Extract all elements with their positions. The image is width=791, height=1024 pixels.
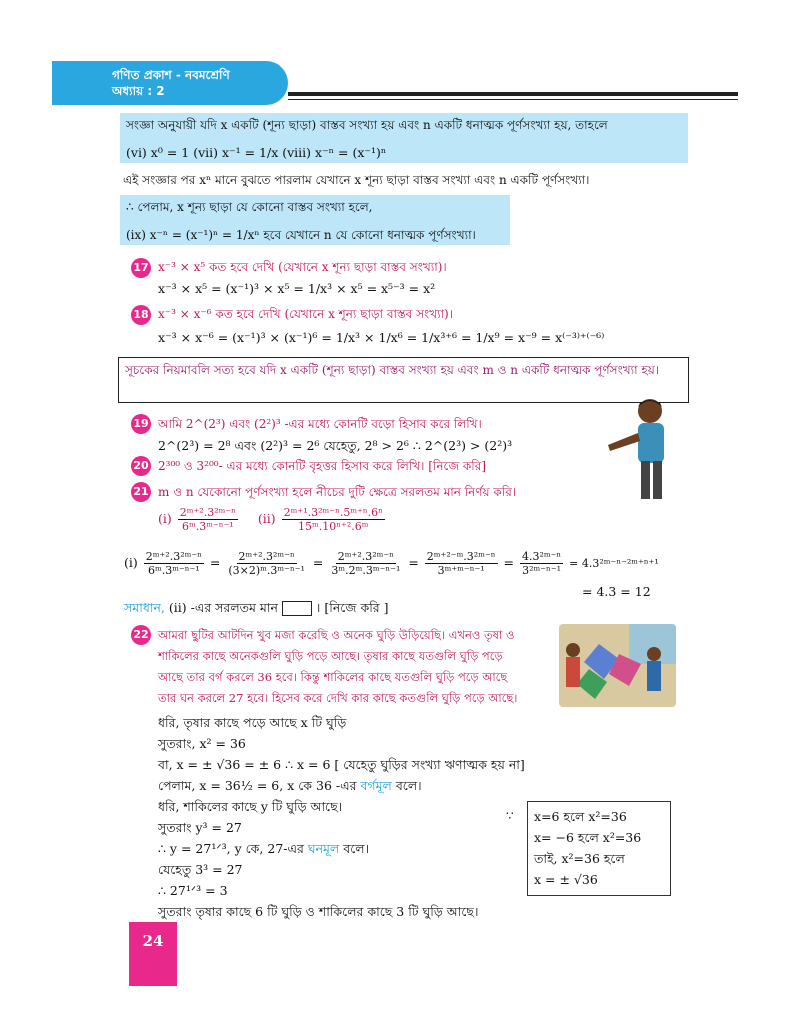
work-line-square-root: পেলাম, x = 36½ = 6, x কে 36 -এর বর্গমূল বলে। bbox=[158, 778, 422, 793]
page-number: 24 bbox=[129, 922, 177, 986]
solution-step-3: $\frac{\text{2ᵐ⁺².3²ᵐ⁻ⁿ}}{\text{3ᵐ.2ᵐ.3ᵐ⁻ⁿ⁻¹}}$ bbox=[331, 550, 401, 577]
work-line-cube-root: ∴ y = 27¹ᐟ³, y কে, 27-এর ঘনমূল বলে। bbox=[158, 841, 370, 856]
solution-label: (i) bbox=[124, 555, 138, 570]
explanation-paragraph: এই সংজ্ঞার পর xⁿ মানে বুঝতে পারলাম যেখানে x শূন্য ছাড়া বাস্তব সংখ্যা এবং n একটি পূর্ণসংখ্যা। bbox=[123, 173, 590, 187]
kites-illustration bbox=[559, 624, 676, 707]
chapter-label: অধ্যায় : 2 bbox=[112, 84, 165, 98]
boy-illustration bbox=[598, 393, 678, 503]
term-square-root: বর্গমূল bbox=[360, 778, 392, 793]
solution-ii-end: । [নিজে করি ] bbox=[315, 600, 389, 615]
term-cube-root: ঘনমূল bbox=[307, 841, 340, 856]
work-line: ধরি, শাকিলের কাছে y টি ঘুড়ি আছে। bbox=[158, 799, 343, 814]
solution-ii-text: (ii) -এর সরলতম মান bbox=[168, 600, 278, 615]
q22-working bbox=[158, 712, 578, 922]
q19-answer: 2^(2³) = 2⁸ এবং (2²)³ = 2⁶ যেহেতু, 2⁸ > 2⁶ ∴ 2^(2³) > (2²)³ bbox=[158, 438, 513, 453]
q18-question: x⁻³ × x⁻⁶ কত হবে দেখি (যেখানে x শূন্য ছাড়া বাস্তব সংখ্যা)। bbox=[158, 307, 454, 321]
q21-part-ii-fraction: $\frac{\text{2ᵐ⁺¹.3²ᵐ⁻ⁿ.5ᵐ⁺ⁿ.6ⁿ}}{\text{15ᵐ.10ⁿ⁺².6ᵐ}}$ bbox=[283, 506, 383, 533]
answer-blank-box[interactable] bbox=[282, 601, 312, 616]
q21-part-ii-label: (ii) bbox=[257, 511, 276, 526]
q22-line: আছে তার বর্গ করলে 36 হবে। কিন্তু শাকিলের কাছে যতগুলি ঘুড়ি পড়ে আছে bbox=[158, 670, 508, 684]
q21-parts bbox=[158, 506, 387, 533]
q22-line: আমরা ছুটির আটদিন খুব মজা করেছি ও অনেক ঘুড়ি উড়িয়েছি। এখনও তৃষা ও bbox=[158, 628, 515, 642]
question-number-17: 17 bbox=[131, 258, 151, 278]
book-title: গণিত প্রকাশ - নবমশ্রেণি bbox=[112, 68, 230, 82]
definition-line-2: (vi) x⁰ = 1 (vii) x⁻¹ = 1/x (viii) x⁻ⁿ = (x⁻¹)ⁿ bbox=[126, 145, 387, 160]
definition-line-1: সংজ্ঞা অনুযায়ী যদি x একটি (শূন্য ছাড়া) বাস্তব সংখ্যা হয় এবং n একটি ধনাত্মক পূর্ণসংখ্যা হয়, তাহলে bbox=[126, 118, 608, 132]
because-symbol: ∵ bbox=[506, 809, 514, 823]
q22-line: তার ঘন করলে 27 হবে। হিসেব করে দেখি কার কাছে কতগুলি ঘুড়ি পড়ে আছে। bbox=[158, 691, 518, 705]
header-rule-thin bbox=[288, 99, 738, 100]
solution-ii-line bbox=[124, 600, 389, 620]
question-number-19: 19 bbox=[131, 414, 151, 434]
q20-question: 2³⁰⁰ ও 3²⁰⁰- এর মধ্যে কোনটি বৃহত্তর হিসাব করে লিখি। [নিজে করি] bbox=[158, 459, 487, 473]
q21-part-i-label: (i) bbox=[158, 511, 172, 526]
solution-result: = 4.3 = 12 bbox=[582, 584, 651, 599]
work-line: সুতরাং তৃষার কাছে 6 টি ঘুড়ি ও শাকিলের কাছে 3 টি ঘুড়ি আছে। bbox=[158, 904, 479, 919]
chapter-header-tab bbox=[52, 61, 288, 105]
solution-tail: = 4.3²ᵐ⁻ⁿ⁻²ᵐ⁺ⁿ⁺¹ bbox=[569, 557, 659, 570]
q19-question: আমি 2^(2³) এবং (2²)³ -এর মধ্যে কোনটি বড়ো হিসাব করে লিখি। bbox=[158, 417, 482, 431]
work-line: বা, x = ± √36 = ± 6 ∴ x = 6 [ যেহেতু ঘুড়ির সংখ্যা ঋণাত্মক হয় না] bbox=[158, 757, 525, 772]
work-line: ∴ 27¹ᐟ³ = 3 bbox=[158, 883, 228, 898]
solution-step-4: $\frac{\text{2ᵐ⁺²⁻ᵐ.3²ᵐ⁻ⁿ}}{\text{3ᵐ⁺ᵐ⁻ⁿ⁻¹}}$ bbox=[426, 550, 496, 577]
result-line-1: ∴ পেলাম, x শূন্য ছাড়া যে কোনো বাস্তব সংখ্যা হলে, bbox=[126, 200, 373, 214]
result-line-2: (ix) x⁻ⁿ = (x⁻¹)ⁿ = 1/xⁿ হবে যেখানে n যে কোনো ধনাত্মক পূর্ণসংখ্যা। bbox=[126, 228, 476, 242]
question-number-22: 22 bbox=[131, 625, 151, 645]
side-note-line: x=6 হলে x²=36 bbox=[534, 809, 627, 824]
side-note-line: তাই, x²=36 হলে bbox=[534, 851, 625, 866]
question-number-20: 20 bbox=[131, 456, 151, 476]
q18-answer: x⁻³ × x⁻⁶ = (x⁻¹)³ × (x⁻¹)⁶ = 1/x³ × 1/x⁶ = 1/x³⁺⁶ = 1/x⁹ = x⁻⁹ = x⁽⁻³⁾⁺⁽⁻⁶⁾ bbox=[158, 330, 605, 345]
work-line: সুতরাং, x² = 36 bbox=[158, 736, 246, 751]
solution-chain: (i) $\frac{\text{2ᵐ⁺².3²ᵐ⁻ⁿ}}{\text{6ᵐ.3ᵐ⁻ⁿ⁻¹}}$ = $\frac{\text{2ᵐ⁺².3²ᵐ⁻ⁿ}}{\text{(3×2)ᵐ.3ᵐ⁻ⁿ⁻¹}}$ = $\frac{\text{2ᵐ⁺².3²ᵐ⁻ⁿ}}{\text{3ᵐ.2ᵐ.3ᵐ⁻ⁿ⁻¹}}$ = $\frac{\text{2ᵐ⁺²⁻ᵐ.3²ᵐ⁻ⁿ}}{\text{3ᵐ⁺ᵐ⁻ⁿ⁻¹}}$ = $\frac{\text{4.3²ᵐ⁻ⁿ}}{\text{3²ᵐ⁻ⁿ⁻¹}}$ = 4.3²ᵐ⁻ⁿ⁻²ᵐ⁺ⁿ⁺¹ bbox=[124, 550, 659, 577]
q21-question: m ও n যেকোনো পূর্ণসংখ্যা হলে নীচের দুটি ক্ষেত্রে সরলতম মান নির্ণয় করি। bbox=[158, 485, 517, 499]
solution-word: সমাধান, bbox=[124, 600, 165, 615]
result-box bbox=[120, 195, 510, 245]
side-note-line: x= −6 হলে x²=36 bbox=[534, 830, 642, 845]
q22-question bbox=[158, 625, 556, 709]
work-line: ধরি, তৃষার কাছে পড়ে আছে x টি ঘুড়ি bbox=[158, 715, 347, 730]
definition-box bbox=[120, 113, 688, 163]
work-line: যেহেতু 3³ = 27 bbox=[158, 862, 243, 877]
q17-answer: x⁻³ × x⁵ = (x⁻¹)³ × x⁵ = 1/x³ × x⁵ = x⁵⁻³ = x² bbox=[158, 281, 436, 296]
header-rule-thick bbox=[288, 92, 738, 96]
side-note-box bbox=[506, 801, 671, 896]
work-line: সুতরাং y³ = 27 bbox=[158, 820, 242, 835]
q17-question: x⁻³ × x⁵ কত হবে দেখি (যেখানে x শূন্য ছাড়া বাস্তব সংখ্যা)। bbox=[158, 260, 447, 274]
solution-step-2: $\frac{\text{2ᵐ⁺².3²ᵐ⁻ⁿ}}{\text{(3×2)ᵐ.3ᵐ⁻ⁿ⁻¹}}$ bbox=[228, 550, 305, 577]
question-number-21: 21 bbox=[131, 482, 151, 502]
q21-part-i-fraction: $\frac{\text{2ᵐ⁺².3²ᵐ⁻ⁿ}}{\text{6ᵐ.3ᵐ⁻ⁿ⁻¹}}$ bbox=[179, 506, 236, 533]
solution-step-5: $\frac{\text{4.3²ᵐ⁻ⁿ}}{\text{3²ᵐ⁻ⁿ⁻¹}}$ bbox=[521, 550, 562, 577]
q22-line: শাকিলের কাছে অনেকগুলি ঘুড়ি পড়ে আছে। তৃষার কাছে যতগুলি ঘুড়ি পড়ে bbox=[158, 649, 503, 663]
exponent-rules-box: সূচকের নিয়মাবলি সত্য হবে যদি x একটি (শূন্য ছাড়া) বাস্তব সংখ্যা হয় এবং m ও n একটি ধনাত্মক পূর্ণসংখ্যা হয়। bbox=[118, 357, 689, 403]
side-note-line: x = ± √36 bbox=[534, 872, 598, 887]
solution-step-1: $\frac{\text{2ᵐ⁺².3²ᵐ⁻ⁿ}}{\text{6ᵐ.3ᵐ⁻ⁿ⁻¹}}$ bbox=[145, 550, 202, 577]
question-number-18: 18 bbox=[131, 305, 151, 325]
